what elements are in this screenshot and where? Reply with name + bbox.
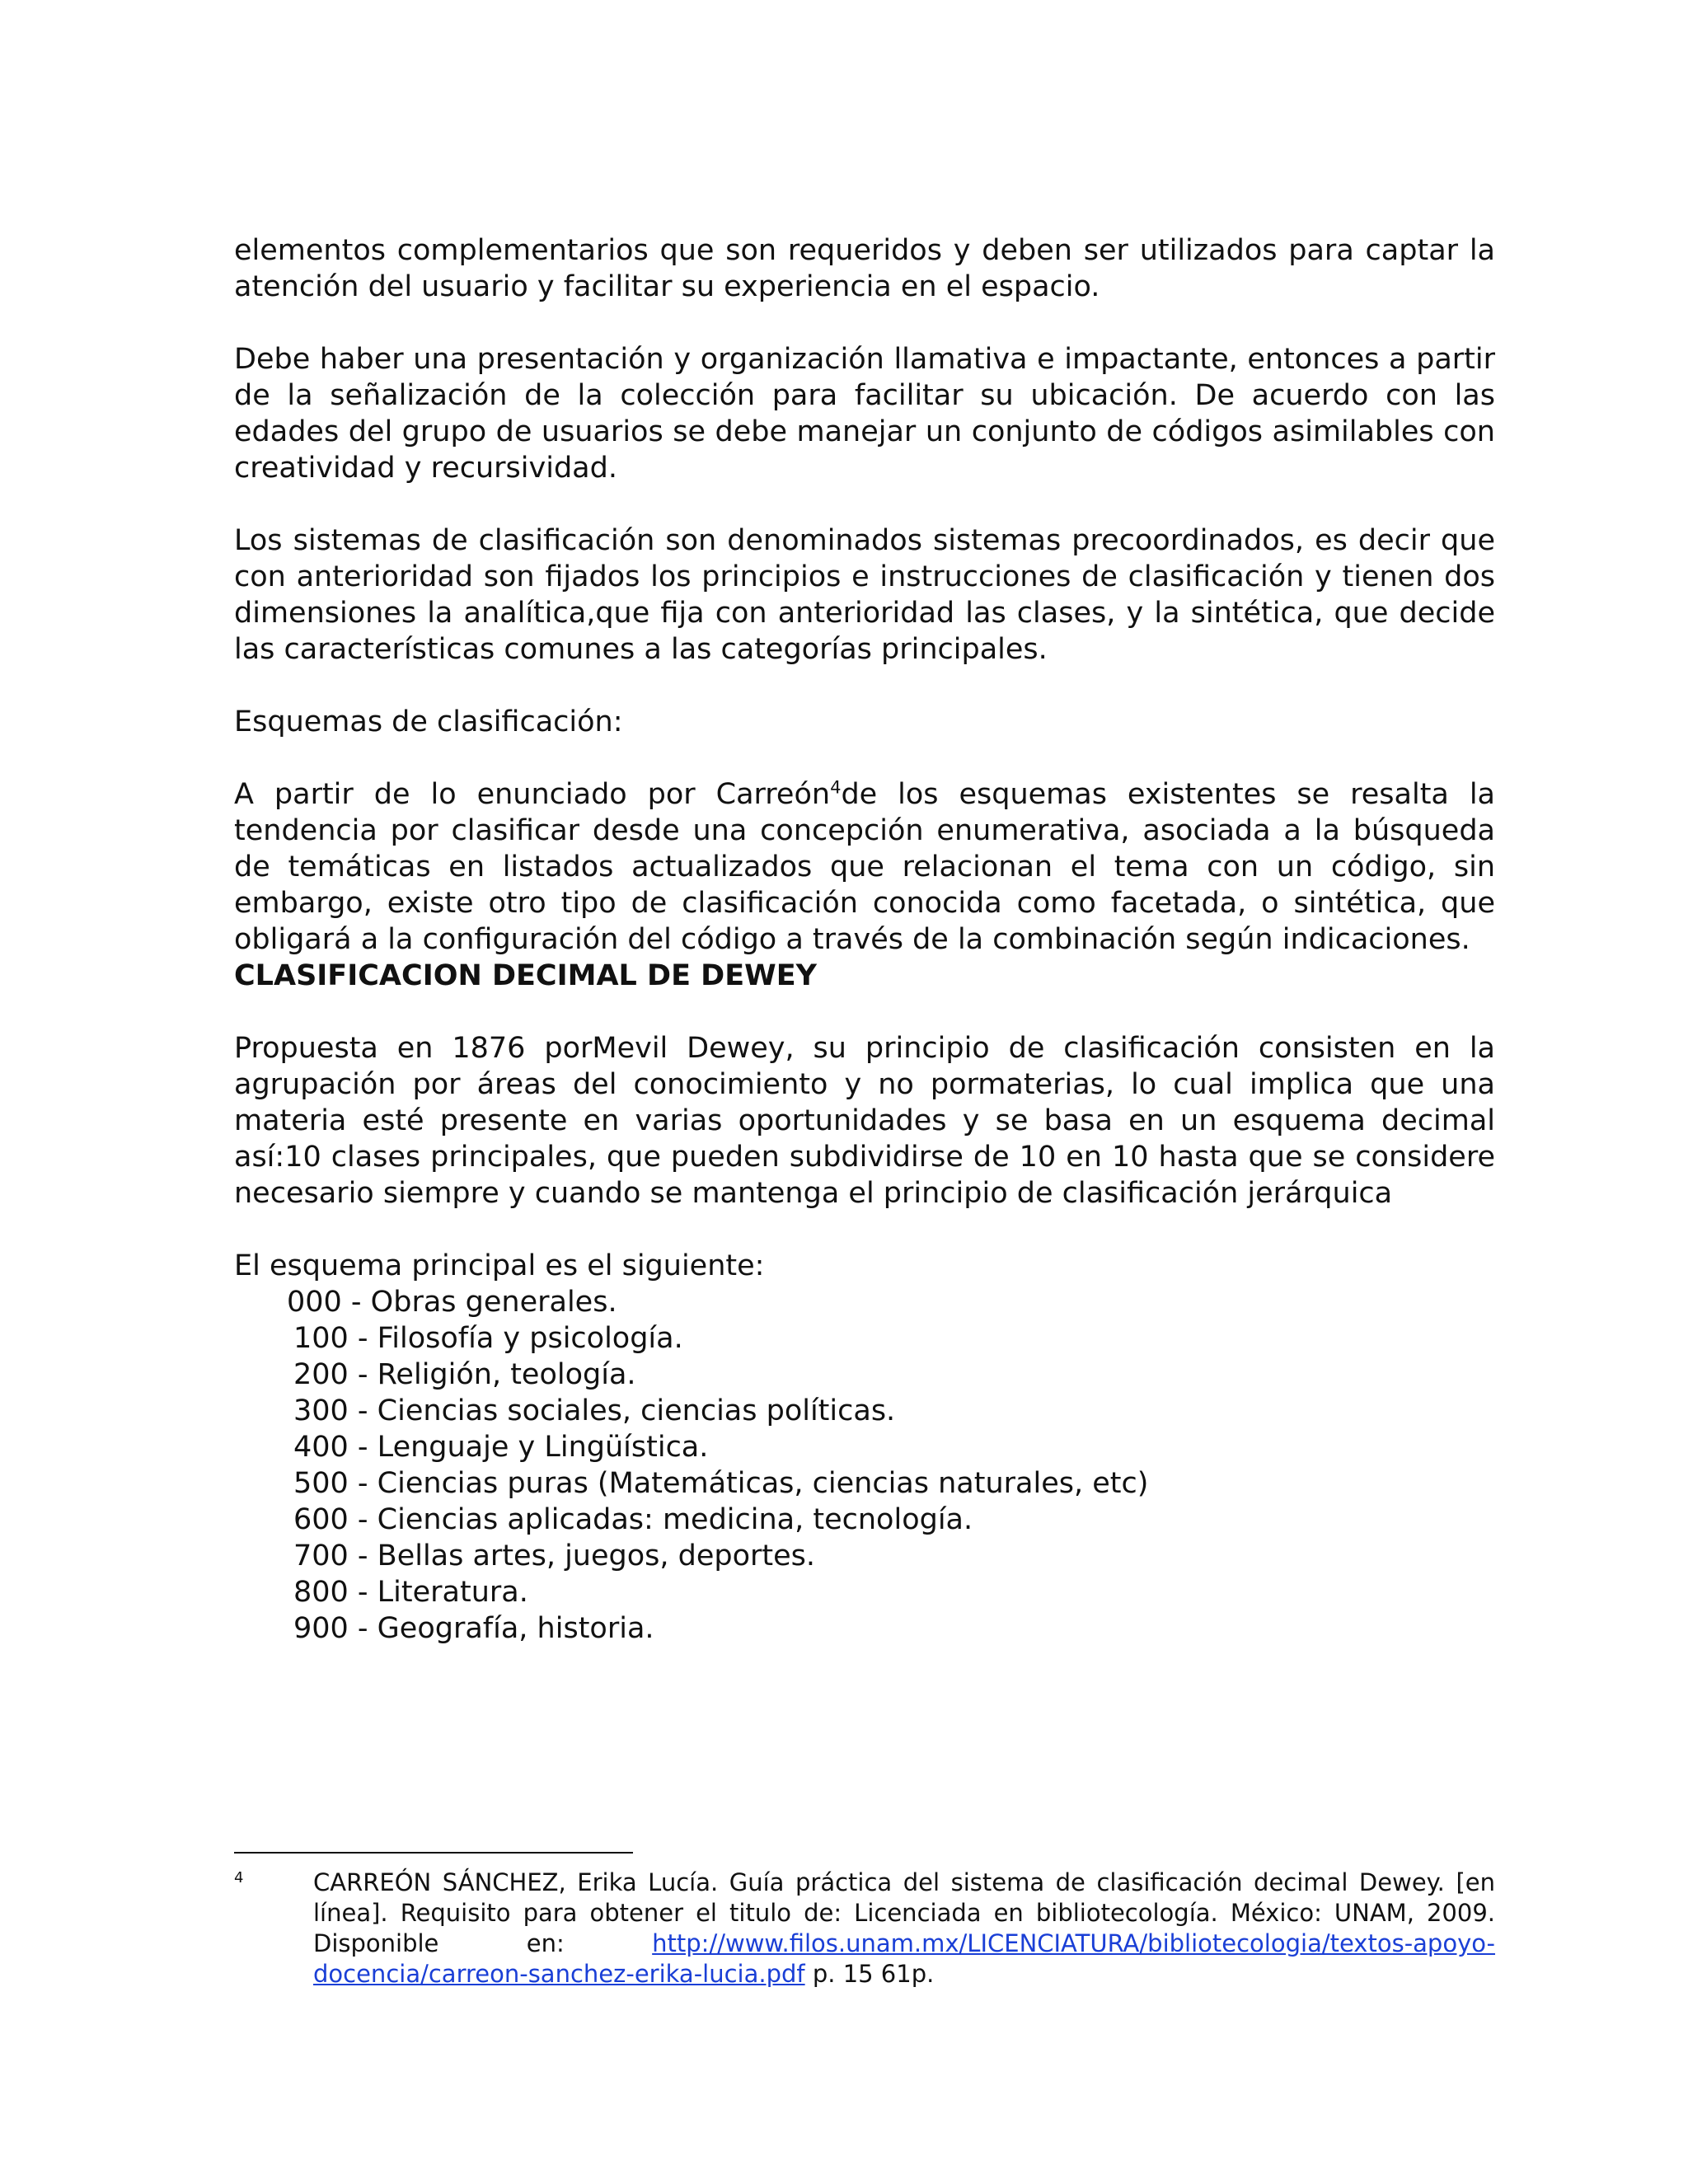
paragraph-complementary-elements: elementos complementarios que son requeridos y deben ser utilizados para captar la atención del usuario y facilitar su experiencia en el espacio.: [234, 234, 1495, 303]
footnote-body: [313, 1868, 1495, 1990]
footnote-link[interactable]: http://www.filos.unam.mx/LICENCIATURA/bibliotecologia/textos-apoyo-docencia/carreon-sanchez-erika-lucia.pdf: [313, 1929, 1495, 1988]
footnote-separator: [234, 1852, 633, 1854]
paragraph-dewey-intro: Propuesta en 1876 porMevil Dewey, su principio de clasificación consisten en la agrupación por áreas del conocimiento y no pormaterias, lo cual implica que una materia esté presente en varias oportunidades y se basa en un esquema decimal así:10 clases principales, que pueden subdividirse de 10 en 10 hasta que se considere necesario siempre y cuando se mantenga el principio de clasificación jerárquica: [234, 1032, 1495, 1210]
list-item: 100 - Filosofía y psicología.: [293, 1322, 683, 1355]
scheme-title: El esquema principal es el siguiente:: [234, 1249, 765, 1282]
list-item: 700 - Bellas artes, juegos, deportes.: [293, 1540, 816, 1572]
footnote-text: CARREÓN SÁNCHEZ, Erika Lucía. Guía práctica del sistema de clasificación decimal Dewey. [en línea]. Requisito para obtener el titulo de: Licenciada en bibliotecología. México: UNAM, 2009. Disponible en:: [313, 1868, 1495, 1957]
paragraph-classification-systems: Los sistemas de clasificación son denominados sistemas precoordinados, es decir que con anterioridad son fijados los principios e instrucciones de clasificación y tienen dos dimensiones la analítica,que fija con anterioridad las clases, y la sintética, que decide las características comunes a las categorías principales.: [234, 524, 1495, 666]
document-page: [234, 232, 1495, 1647]
section-heading-dewey: CLASIFICACION DECIMAL DE DEWEY: [234, 959, 817, 992]
list-item: 900 - Geografía, historia.: [293, 1612, 654, 1645]
paragraph-carreon-start: A partir de lo enunciado por Carreón: [234, 778, 831, 811]
list-item: 400 - Lenguaje y Lingüística.: [293, 1431, 709, 1464]
paragraph-carreon: [234, 776, 1495, 958]
list-item: 200 - Religión, teología.: [293, 1358, 636, 1391]
list-item: 300 - Ciencias sociales, ciencias políticas.: [293, 1394, 896, 1427]
list-item: 600 - Ciencias aplicadas: medicina, tecnología.: [293, 1503, 973, 1536]
footnote-reference: 4: [830, 777, 842, 798]
footnote: [234, 1868, 1495, 1990]
paragraph-presentation: Debe haber una presentación y organización llamativa e impactante, entonces a partir de la señalización de la colección para facilitar su ubicación. De acuerdo con las edades del grupo de usuarios se debe manejar un conjunto de códigos asimilables con creatividad y recursividad.: [234, 343, 1495, 485]
paragraph-carreon-rest: de los esquemas existentes se resalta la tendencia por clasificar desde una concepción enumerativa, asociada a la búsqueda de temáticas en listados actualizados que relacionan el tema con un código, sin embargo, existe otro tipo de clasificación conocida como facetada, o sintética, que obligará a la configuración del código a través de la combinación según indicaciones.: [234, 778, 1495, 956]
list-item: 000 - Obras generales.: [287, 1286, 617, 1319]
footnote-suffix: p. 15 61p.: [804, 1960, 935, 1988]
footnote-number: 4: [234, 1869, 244, 1886]
dewey-scheme-list: [234, 1284, 1495, 1647]
paragraph-schemes-label: Esquemas de clasificación:: [234, 705, 623, 738]
list-item: 500 - Ciencias puras (Matemáticas, ciencias naturales, etc): [293, 1467, 1149, 1500]
list-item: 800 - Literatura.: [293, 1576, 528, 1609]
